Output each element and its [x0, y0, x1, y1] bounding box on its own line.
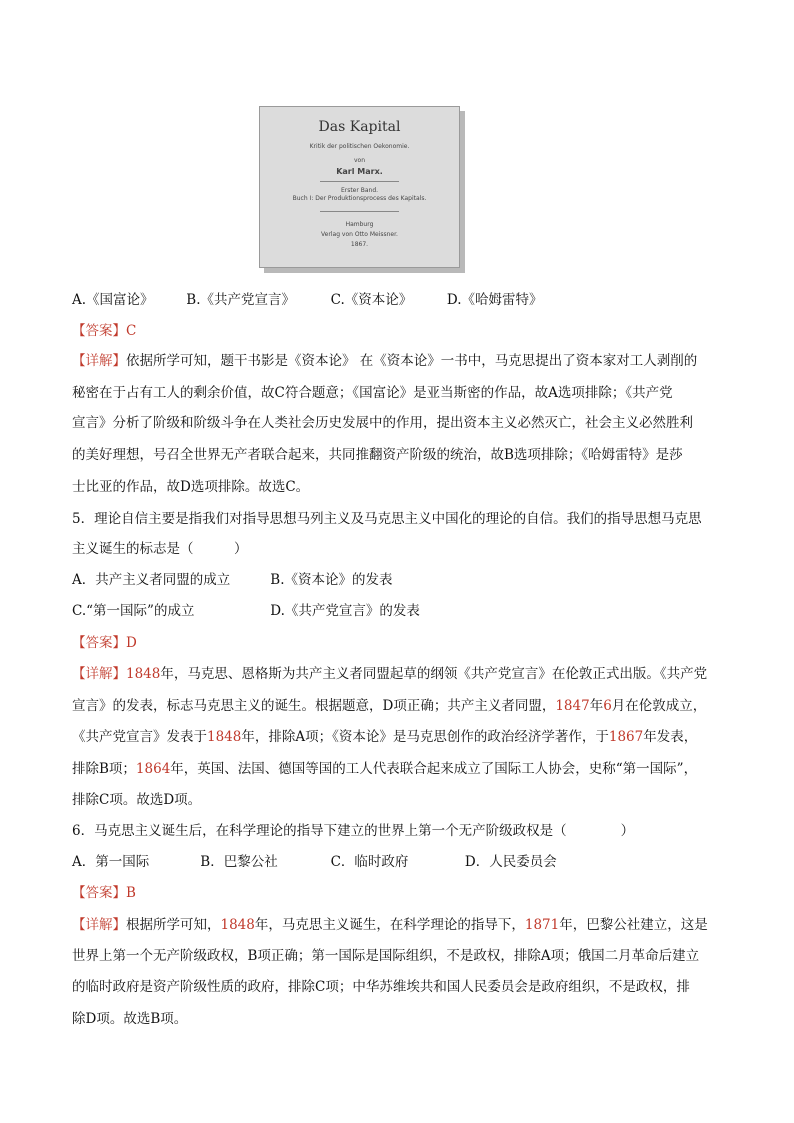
book-subtitle: Kritik der politischen Oekonomie. [309, 143, 410, 150]
book-publisher: Verlag von Otto Meissner. [321, 231, 398, 238]
q4-detail-line: 宣言》分析了阶级和阶级斗争在人类社会历史发展中的作用，提出资本主义必然灭亡，社会主义必然胜利 [72, 415, 693, 431]
book-rule [320, 211, 399, 212]
detail-text: 年发表， [643, 729, 698, 745]
q4-option-c: C.《资本论》 [330, 292, 413, 308]
book-by: von [353, 157, 366, 164]
year-1848: 1848 [220, 917, 255, 933]
book-city: Hamburg [345, 221, 374, 228]
q5-detail-line [72, 791, 201, 809]
q6-detail-line [72, 947, 699, 965]
year-1871: 1871 [524, 917, 560, 933]
q5-stem-line: 5．理论自信主要是指我们对指导思想马列主义及马克思主义中国化的理论的自信。我们的指导思想马克思 [72, 511, 702, 527]
q5-answer [72, 634, 137, 652]
q5-option-a: A．共产主义者同盟的成立 [72, 572, 231, 588]
detail-text: 年，英国、法国、德国等国的工人代表联合起来成立了国际工人协会，史称“第一国际”， [170, 761, 698, 777]
q4-detail-line: 的美好理想，号召全世界无产者联合起来，共同推翻资产阶级的统治，故B选项排除；《哈姆雷特》是莎 [72, 447, 683, 463]
book-volume-desc: Buch I: Der Produktionsprocess des Kapitals. [292, 195, 427, 202]
q4-option-d: D.《哈姆雷特》 [446, 292, 543, 308]
q5-options-row [72, 571, 393, 589]
q6-option-c: C．临时政府 [330, 854, 409, 870]
detail-text: 年，巴黎公社建立，这是 [559, 917, 708, 933]
q6-answer [72, 884, 136, 902]
year-1848: 1848 [126, 666, 161, 682]
detail-text: 排除C项。故选D项。 [72, 792, 202, 808]
month-6: 6 [603, 698, 612, 714]
detail-text: 年，排除A项；《资本论》是马克思创作的政治经济学著作，于 [241, 729, 609, 745]
q5-detail-line [72, 728, 697, 746]
answer-label: 【答案】 [72, 885, 126, 901]
book-title: Das Kapital [318, 119, 401, 135]
detail-text: 除D项。故选B项。 [72, 1011, 188, 1027]
q4-option-a: A.《国富论》 [72, 292, 154, 308]
year-1864: 1864 [135, 761, 171, 777]
q4-option-b: B.《共产党宣言》 [186, 292, 296, 308]
detail-text: 年 [589, 698, 604, 714]
detail-text: 《共产党宣言》发表于 [72, 729, 207, 745]
q5-detail-line [72, 697, 706, 715]
answer-label: 【答案】 [72, 635, 126, 651]
answer-value: C [126, 323, 137, 339]
q5-detail-line [72, 760, 697, 778]
q6-detail-line [72, 1010, 187, 1028]
q5-options-row [72, 602, 420, 620]
detail-text: 年，马克思主义诞生，在科学理论的指导下， [254, 917, 525, 933]
q6-detail-line [72, 978, 690, 996]
detail-text: 世界上第一个无产阶级政权，B项正确；第一国际是国际组织，不是政权，排除A项；俄国二月革命后建立 [72, 948, 700, 964]
q4-detail-line: 士比亚的作品，故D选项排除。故选C。 [72, 479, 310, 495]
q5-detail-line [72, 665, 707, 683]
q6-option-b: B．巴黎公社 [200, 854, 278, 870]
year-1847: 1847 [555, 698, 590, 714]
detail-label: 【详解】 [72, 353, 126, 369]
detail-label: 【详解】 [72, 666, 126, 682]
book-volume: Erster Band. [340, 187, 379, 194]
detail-text: 依据所学可知，题干书影是《资本论》 在《资本论》一书中，马克思提出了资本家对工人剥削的 [126, 353, 698, 369]
q5-stem-line: 主义诞生的标志是（ ） [72, 541, 248, 557]
book-cover [259, 106, 460, 268]
detail-text: 月在伦敦成立， [611, 698, 707, 714]
book-cover-image [259, 106, 464, 272]
q5-option-c: C.“第一国际”的成立 [72, 603, 195, 619]
q4-answer [72, 322, 136, 340]
detail-text: 宣言》的发表，标志马克思主义的诞生。根据题意，D项正确；共产主义者同盟， [72, 698, 556, 714]
detail-text: 的临时政府是资产阶级性质的政府，排除C项；中华苏维埃共和国人民委员会是政府组织，不是政权，排 [72, 979, 690, 995]
q6-detail-line [72, 916, 708, 934]
detail-label: 【详解】 [72, 917, 126, 933]
answer-value: B [126, 885, 136, 901]
detail-text: 排除B项； [72, 761, 136, 777]
q5-option-b: B.《资本论》的发表 [270, 572, 393, 588]
answer-value: D [126, 635, 137, 651]
year-1867: 1867 [608, 729, 644, 745]
book-author: Karl Marx. [336, 167, 383, 176]
q4-detail-line: 秘密在于占有工人的剩余价值，故C符合题意；《国富论》是亚当斯密的作品，故A选项排除；《共产党 [72, 385, 673, 401]
detail-text: 根据所学可知， [126, 917, 221, 933]
q4-options [72, 291, 543, 309]
q5-option-d: D.《共产党宣言》的发表 [270, 603, 420, 619]
book-year: 1867. [350, 241, 369, 248]
q4-detail-line [72, 352, 697, 370]
book-rule [320, 181, 399, 182]
q6-options [72, 853, 557, 871]
q6-option-a: A．第一国际 [72, 854, 150, 870]
year-1848: 1848 [207, 729, 242, 745]
detail-text: 年，马克思、恩格斯为共产主义者同盟起草的纲领《共产党宣言》在伦敦正式出版。《共产党 [160, 666, 708, 682]
answer-label: 【答案】 [72, 323, 126, 339]
q6-stem: 6．马克思主义诞生后，在科学理论的指导下建立的世界上第一个无产阶级政权是（ ） [72, 823, 635, 839]
q6-option-d: D．人民委员会 [464, 854, 557, 870]
